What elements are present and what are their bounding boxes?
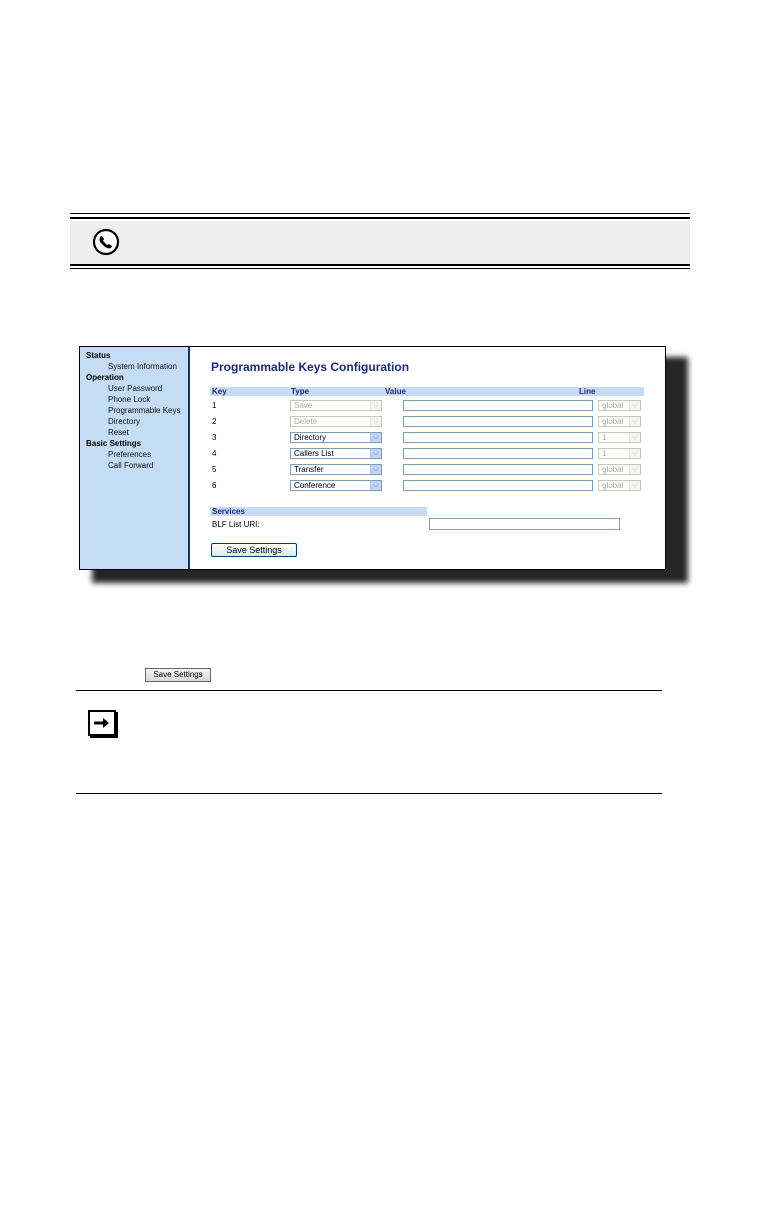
chevron-down-icon: ⌵ [370, 417, 381, 426]
type-select-value: Transfer [294, 465, 324, 474]
blf-list-uri-input[interactable] [429, 518, 620, 530]
column-header-key: Key [212, 387, 227, 396]
sidebar-item[interactable]: Reset [108, 428, 129, 437]
table-row [210, 447, 644, 460]
value-input[interactable] [403, 464, 593, 475]
line-select [598, 400, 641, 411]
value-input[interactable] [403, 400, 593, 411]
sidebar-item[interactable]: User Password [108, 384, 163, 393]
sidebar-item[interactable]: System Information [108, 362, 177, 371]
table-row [210, 399, 644, 412]
sidebar-item[interactable]: Directory [108, 417, 141, 426]
chevron-down-icon: ⌵ [629, 465, 640, 474]
page-title: Programmable Keys Configuration [211, 360, 410, 374]
type-select[interactable] [290, 448, 382, 459]
chevron-down-icon: ⌵ [629, 449, 640, 458]
type-select[interactable] [290, 464, 382, 475]
type-select-value: Directory [294, 433, 327, 442]
column-header-line: Line [579, 387, 596, 396]
line-select-value: global [602, 417, 624, 426]
value-input[interactable] [403, 416, 593, 427]
divider [70, 264, 690, 266]
chevron-down-icon: ⌵ [629, 481, 640, 490]
inline-save-settings-button[interactable]: Save Settings [145, 668, 211, 682]
sidebar-section-heading: Basic Settings [86, 439, 142, 448]
column-header-type: Type [291, 387, 310, 396]
column-header-value: Value [385, 387, 406, 396]
sidebar-item[interactable]: Preferences [108, 450, 152, 459]
type-select-value: Delete [294, 417, 318, 426]
info-band [70, 213, 690, 267]
line-select-value: global [602, 401, 624, 410]
main-panel [192, 347, 665, 569]
type-select-value: Save [294, 401, 313, 410]
chevron-down-icon: ⌵ [629, 433, 640, 442]
divider [70, 268, 690, 269]
value-input[interactable] [403, 480, 593, 491]
table-row [210, 431, 644, 444]
line-select-value: 1 [602, 449, 607, 458]
chevron-down-icon: ⌵ [370, 433, 381, 442]
value-input[interactable] [403, 448, 593, 459]
table-row [210, 415, 644, 428]
key-number: 2 [212, 417, 217, 426]
line-select [598, 464, 641, 475]
divider [70, 217, 690, 219]
sidebar-item[interactable]: Call Forward [108, 461, 154, 470]
value-input[interactable] [403, 432, 593, 443]
table-row [210, 479, 644, 492]
arrow-right-icon [88, 710, 116, 736]
divider [76, 793, 662, 794]
globe-telephone-icon [92, 228, 120, 256]
key-number: 6 [212, 481, 217, 490]
key-number: 4 [212, 449, 217, 458]
info-band-background [70, 221, 690, 264]
chevron-down-icon: ⌵ [370, 481, 381, 490]
services-header: Services [210, 507, 427, 516]
line-select [598, 416, 641, 427]
type-select [290, 416, 382, 427]
line-select [598, 480, 641, 491]
key-number: 5 [212, 465, 217, 474]
divider [76, 690, 662, 691]
key-number: 1 [212, 401, 217, 410]
line-select-value: global [602, 465, 624, 474]
type-select [290, 400, 382, 411]
table-row [210, 463, 644, 476]
chevron-down-icon: ⌵ [370, 465, 381, 474]
sidebar-item[interactable]: Programmable Keys [108, 406, 181, 415]
type-select[interactable] [290, 480, 382, 491]
chevron-down-icon: ⌵ [629, 417, 640, 426]
web-ui-screenshot [79, 346, 666, 570]
sidebar-item[interactable]: Phone Lock [108, 395, 151, 404]
blf-list-uri-label: BLF List URI: [212, 520, 260, 529]
sidebar-section-heading: Operation [86, 373, 124, 382]
divider [70, 213, 690, 214]
type-select-value: Callers List [294, 449, 334, 458]
type-select[interactable] [290, 432, 382, 443]
line-select-value: 1 [602, 433, 607, 442]
line-select [598, 432, 641, 443]
line-select-value: global [602, 481, 624, 490]
save-settings-button[interactable]: Save Settings [211, 543, 297, 557]
type-select-value: Conference [294, 481, 336, 490]
key-number: 3 [212, 433, 217, 442]
line-select [598, 448, 641, 459]
table-header [210, 387, 644, 396]
chevron-down-icon: ⌵ [629, 401, 640, 410]
chevron-down-icon: ⌵ [370, 401, 381, 410]
sidebar-section-heading: Status [86, 351, 111, 360]
sidebar [80, 347, 190, 569]
chevron-down-icon: ⌵ [370, 449, 381, 458]
